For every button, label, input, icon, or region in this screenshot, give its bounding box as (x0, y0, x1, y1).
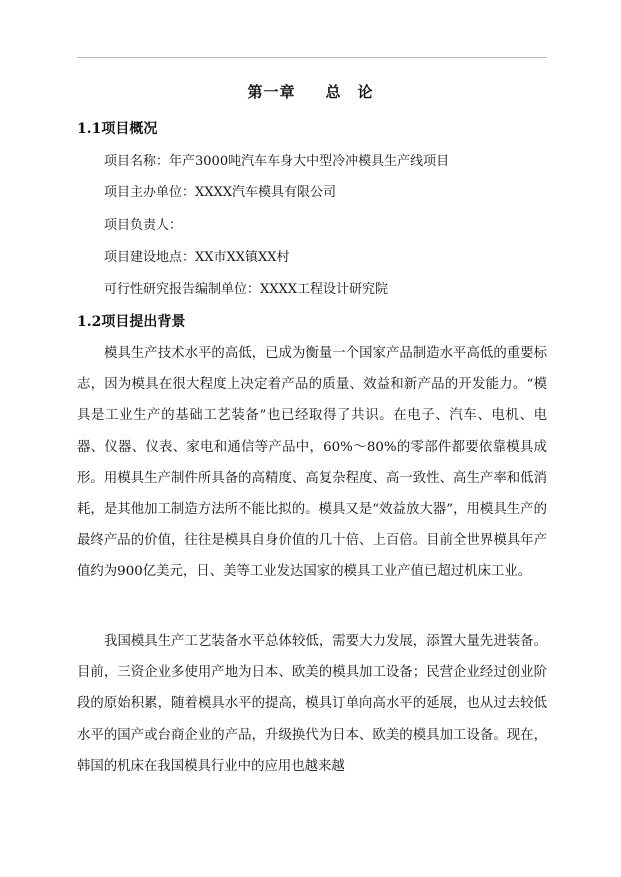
chapter-number: 第一章 (247, 83, 296, 101)
chapter-name: 总 论 (325, 83, 374, 101)
chapter-title (0, 81, 621, 102)
section-heading-1-2: 1.2项目提出背景 (77, 314, 186, 330)
body-paragraph-1 (77, 338, 547, 588)
project-location-line: 项目建设地点：XX市XX镇XX村 (104, 250, 290, 265)
project-name-line: 项目名称：年产3000吨汽车车身大中型冷冲模具生产线项目 (104, 154, 450, 169)
body-paragraph-2-text: 我国模具生产工艺装备水平总体较低，需要大力发展，添置大量先进装备。目前，三资企业多使用产地为日本、欧美的模具加工设备；民营企业经过创业阶段的原始积累，随着模具水平的提高，模具订单向高水平的延展，也从过去较低水平的国产或台商企业的产品，升级换代为日本、欧美的模具加工设备。现在，韩国的机床在我国模具行业中的应用也越来越 (77, 634, 547, 774)
body-paragraph-1-text: 模具生产技术水平的高低，已成为衡量一个国家产品制造水平高低的重要标志，因为模具在很大程度上决定着产品的质量、效益和新产品的开发能力。“模具是工业生产的基础工艺装备”也已经取得了共识。在电子、汽车、电机、电器、仪器、仪表、家电和通信等产品中，60%～80%的零部件都要依靠模具成形。用模具生产制件所具备的高精度、高复杂程度、高一致性、高生产率和低消耗，是其他加工制造方法所不能比拟的。模具又是“效益放大器”，用模具生产的最终产品的价值，往往是模具自身价值的几十倍、上百倍。目前全世界模具年产值约为900亿美元，日、美等工业发达国家的模具工业产值已超过机床工业。 (77, 346, 547, 580)
header-rule (77, 57, 547, 58)
project-leader-line: 项目负责人： (104, 218, 183, 233)
report-preparer-line: 可行性研究报告编制单位：XXXX工程设计研究院 (104, 282, 389, 297)
section-heading-1-1: 1.1项目概况 (77, 121, 158, 137)
project-sponsor-line: 项目主办单位：XXXX汽车模具有限公司 (104, 185, 337, 200)
body-paragraph-2 (77, 626, 547, 782)
